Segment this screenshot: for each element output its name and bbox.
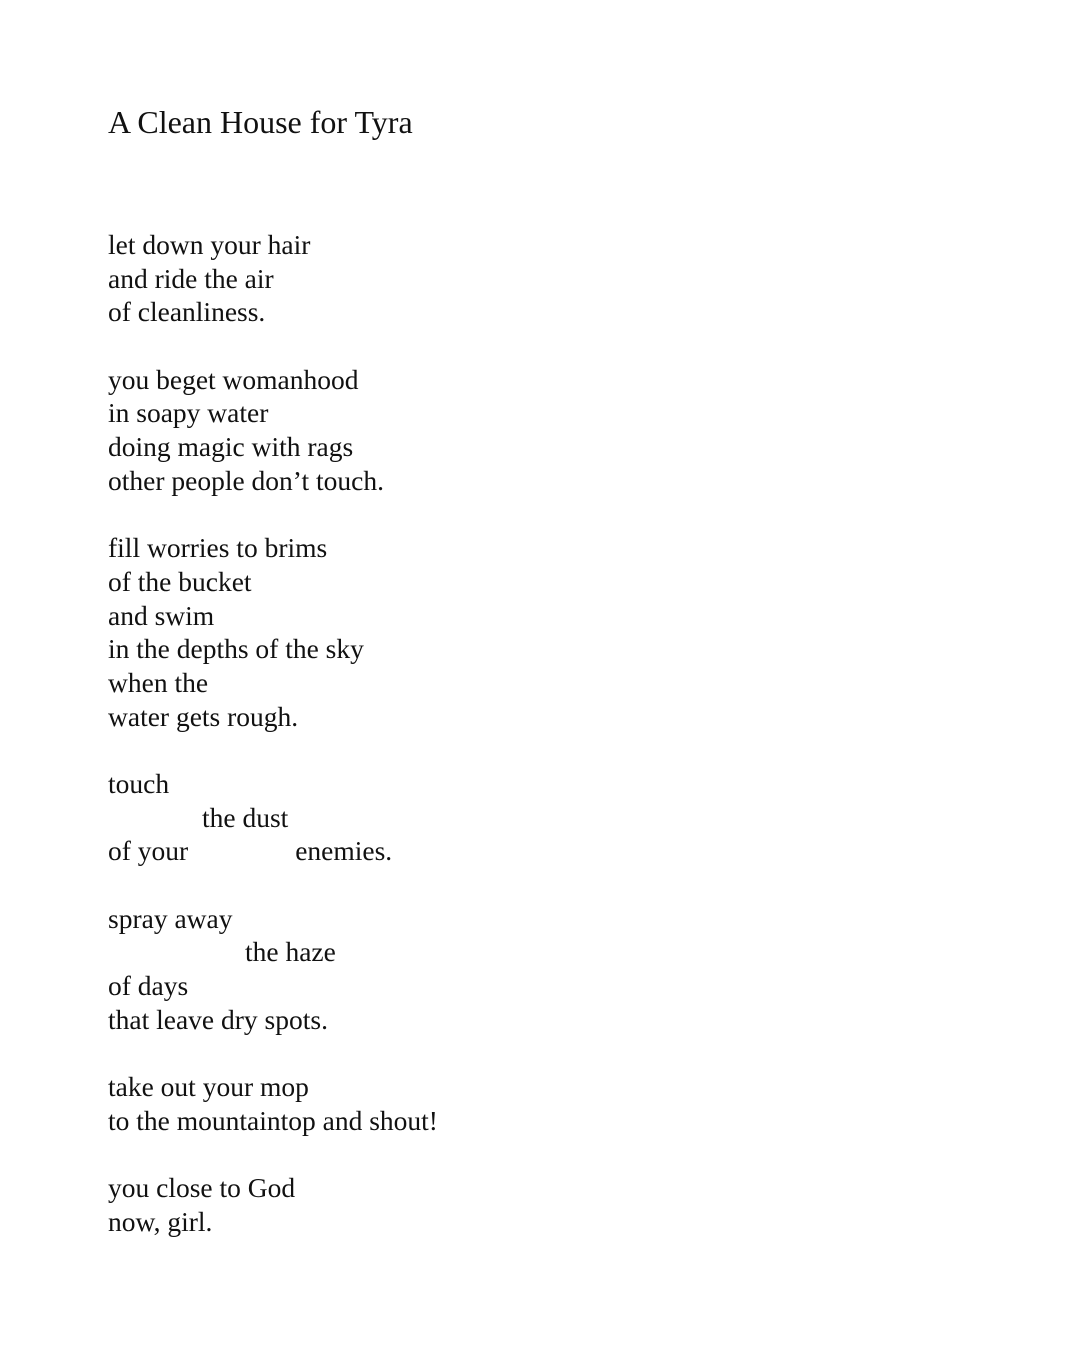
poem-line-split: [108, 834, 1008, 868]
poem-body: [108, 228, 1008, 1239]
poem-line: spray away: [108, 902, 233, 934]
poem-line: water gets rough.: [108, 700, 299, 732]
poem-line: and swim: [108, 599, 215, 631]
poem-line: in the depths of the sky: [108, 633, 364, 665]
stanza-7: [108, 1171, 1008, 1238]
poem-line-indented: [108, 801, 1008, 835]
poem-line-text: enemies.: [295, 835, 393, 867]
stanza-2: [108, 363, 1008, 498]
poem-line: now, girl.: [108, 1205, 213, 1237]
poem-line: that leave dry spots.: [108, 1003, 328, 1035]
stanza-4: [108, 767, 1008, 868]
stanza-3: [108, 531, 1008, 733]
poem-line-text: the dust: [202, 801, 289, 833]
stanza-5: [108, 902, 1008, 1037]
poem-line: in soapy water: [108, 397, 269, 429]
poem-line: of cleanliness.: [108, 296, 266, 328]
poem-line: other people don’t touch.: [108, 464, 384, 496]
poem-line: when the: [108, 666, 209, 698]
poem-line: to the mountaintop and shout!: [108, 1104, 438, 1136]
poem-line: take out your mop: [108, 1071, 309, 1103]
poem-line: and ride the air: [108, 262, 274, 294]
poem-line-indented: [108, 935, 1008, 969]
poem-line-text: of your: [108, 835, 189, 867]
poem-title: A Clean House for Tyra: [108, 104, 413, 140]
poem-line: touch: [108, 768, 170, 799]
poem-line: let down your hair: [108, 229, 311, 260]
poem-line: doing magic with rags: [108, 431, 354, 463]
poem-line: you close to God: [108, 1172, 296, 1204]
poem-line: of days: [108, 970, 189, 1002]
poem-line: of the bucket: [108, 565, 252, 597]
poem-line: fill worries to brims: [108, 532, 328, 564]
stanza-6: [108, 1070, 1008, 1137]
stanza-1: [108, 228, 1008, 329]
poem-line-text: the haze: [245, 936, 336, 968]
poem-line: you beget womanhood: [108, 363, 359, 395]
